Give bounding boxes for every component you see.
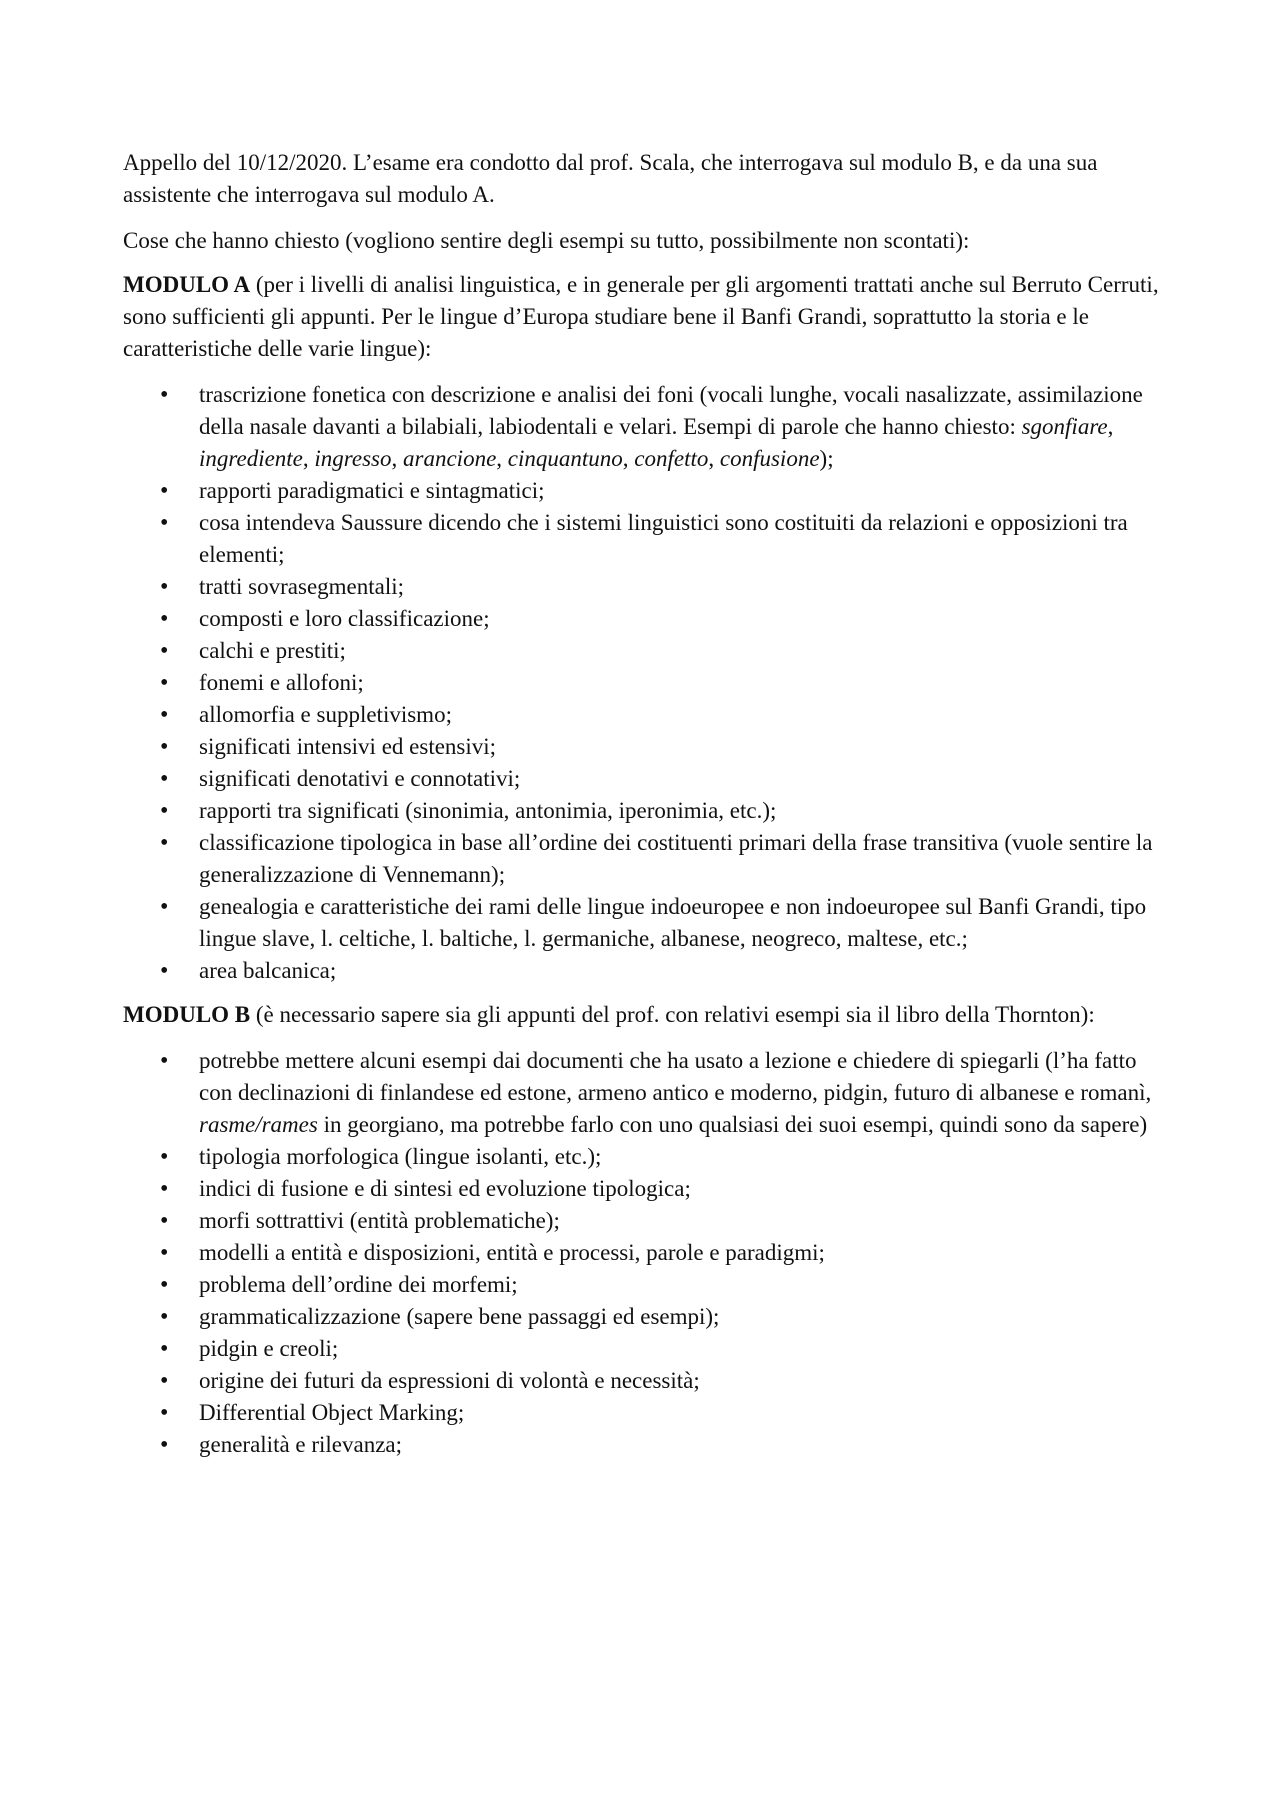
module-a-topic-item: • rapporti tra significati (sinonimia, antonimia, iperonimia, etc.); xyxy=(123,795,1173,827)
module-a-topic-item: • significati intensivi ed estensivi; xyxy=(123,731,1173,763)
module-a-topic-item: • genealogia e caratteristiche dei rami delle lingue indoeuropee e non indoeuropee sul Banfi Grandi, tipo lingue slave, l. celtiche, l. baltiche, l. germaniche, albanese, neogreco, maltese, etc.; xyxy=(123,891,1173,955)
module-a-topic-item: • fonemi e allofoni; xyxy=(123,667,1173,699)
module-b-note: (è necessario sapere sia gli appunti del prof. con relativi esempi sia il libro della Thornton): xyxy=(250,1002,1095,1027)
module-b-topic-item: • modelli a entità e disposizioni, entità e processi, parole e paradigmi; xyxy=(123,1237,1173,1269)
example-separator: , xyxy=(1107,414,1114,439)
example-word: ingresso xyxy=(314,446,392,471)
module-a-topic-item: • rapporti paradigmatici e sintagmatici; xyxy=(123,475,1173,507)
module-b-topic-item xyxy=(123,1045,1173,1141)
module-b-topic-item: • pidgin e creoli; xyxy=(123,1333,1173,1365)
example-word: confetto xyxy=(634,446,709,471)
module-a-note: (per i livelli di analisi linguistica, e in generale per gli argomenti trattati anche sul Berruto Cerruti, sono sufficienti gli appunti. Per le lingue d’Europa studiare bene il Banfi Grandi, soprattutto la storia e le caratteristiche delle varie lingue): xyxy=(123,272,1159,361)
example-word: confusione xyxy=(719,446,820,471)
module-b-title: MODULO B xyxy=(123,1002,251,1027)
example-separator: , xyxy=(708,446,720,471)
example-separator: , xyxy=(622,446,635,471)
module-a-header xyxy=(123,269,1173,365)
module-b-topic-item: • Differential Object Marking; xyxy=(123,1397,1173,1429)
module-a-topic-item: • significati denotativi e connotativi; xyxy=(123,763,1173,795)
module-a-title: MODULO A xyxy=(123,272,251,297)
example-word: arancione xyxy=(403,446,497,471)
phonetic-item-closing: ); xyxy=(819,446,834,471)
module-a-topic-item: • cosa intendeva Saussure dicendo che i sistemi linguistici sono costituiti da relazioni e opposizioni tra elementi; xyxy=(123,507,1173,571)
document-page xyxy=(123,147,1173,1473)
documents-item-before: potrebbe mettere alcuni esempi dai documenti che ha usato a lezione e chiedere di spiegarli (l’ha fatto con declinazioni di finlandese ed estone, armeno antico e moderno, pidgin, futuro di albanese e romanì, xyxy=(199,1048,1152,1105)
module-b-topic-item: • morfi sottrattivi (entità problematiche); xyxy=(123,1205,1173,1237)
example-word: ingrediente xyxy=(199,446,303,471)
module-b-topic-item: • problema dell’ordine dei morfemi; xyxy=(123,1269,1173,1301)
module-a-topic-item: • allomorfia e suppletivismo; xyxy=(123,699,1173,731)
phonetic-item-text: trascrizione fonetica con descrizione e analisi dei foni (vocali lunghe, vocali nasalizzate, assimilazione della nasale davanti a bilabiali, labiodentali e velari. Esempi di parole che hanno chiesto: xyxy=(199,382,1143,439)
example-word: cinquantuno xyxy=(507,446,623,471)
module-b-topic-item: • indici di fusione e di sintesi ed evoluzione tipologica; xyxy=(123,1173,1173,1205)
documents-item-after: in georgiano, ma potrebbe farlo con uno qualsiasi dei suoi esempi, quindi sono da sapere) xyxy=(317,1112,1148,1137)
example-separator: , xyxy=(391,446,404,471)
module-a-topic-item: • area balcanica; xyxy=(123,955,1173,987)
questions-intro: Cose che hanno chiesto (vogliono sentire degli esempi su tutto, possibilmente non scontati): xyxy=(123,228,970,253)
module-a-topic-item: • composti e loro classificazione; xyxy=(123,603,1173,635)
example-word: sgonfiare xyxy=(1021,414,1108,439)
module-b-topic-item: • grammaticalizzazione (sapere bene passaggi ed esempi); xyxy=(123,1301,1173,1333)
module-a-topic-item xyxy=(123,379,1173,475)
module-b-topic-item: • origine dei futuri da espressioni di volontà e necessità; xyxy=(123,1365,1173,1397)
module-a-topic-item: • calchi e prestiti; xyxy=(123,635,1173,667)
example-separator: , xyxy=(496,446,508,471)
example-separator: , xyxy=(302,446,315,471)
georgian-example: rasme/rames xyxy=(199,1112,318,1137)
intro-paragraph: Appello del 10/12/2020. L’esame era condotto dal prof. Scala, che interrogava sul modulo B, e da una sua assistente che interrogava sul modulo A. xyxy=(123,150,1098,207)
module-b-topic-item: • generalità e rilevanza; xyxy=(123,1429,1173,1461)
module-b-header xyxy=(123,999,1173,1031)
module-b-topic-item: • tipologia morfologica (lingue isolanti, etc.); xyxy=(123,1141,1173,1173)
module-a-topic-item: • tratti sovrasegmentali; xyxy=(123,571,1173,603)
module-b-topic-list xyxy=(123,1045,1173,1461)
module-a-topic-item: • classificazione tipologica in base all’ordine dei costituenti primari della frase transitiva (vuole sentire la generalizzazione di Vennemann); xyxy=(123,827,1173,891)
module-a-topic-list xyxy=(123,379,1173,987)
